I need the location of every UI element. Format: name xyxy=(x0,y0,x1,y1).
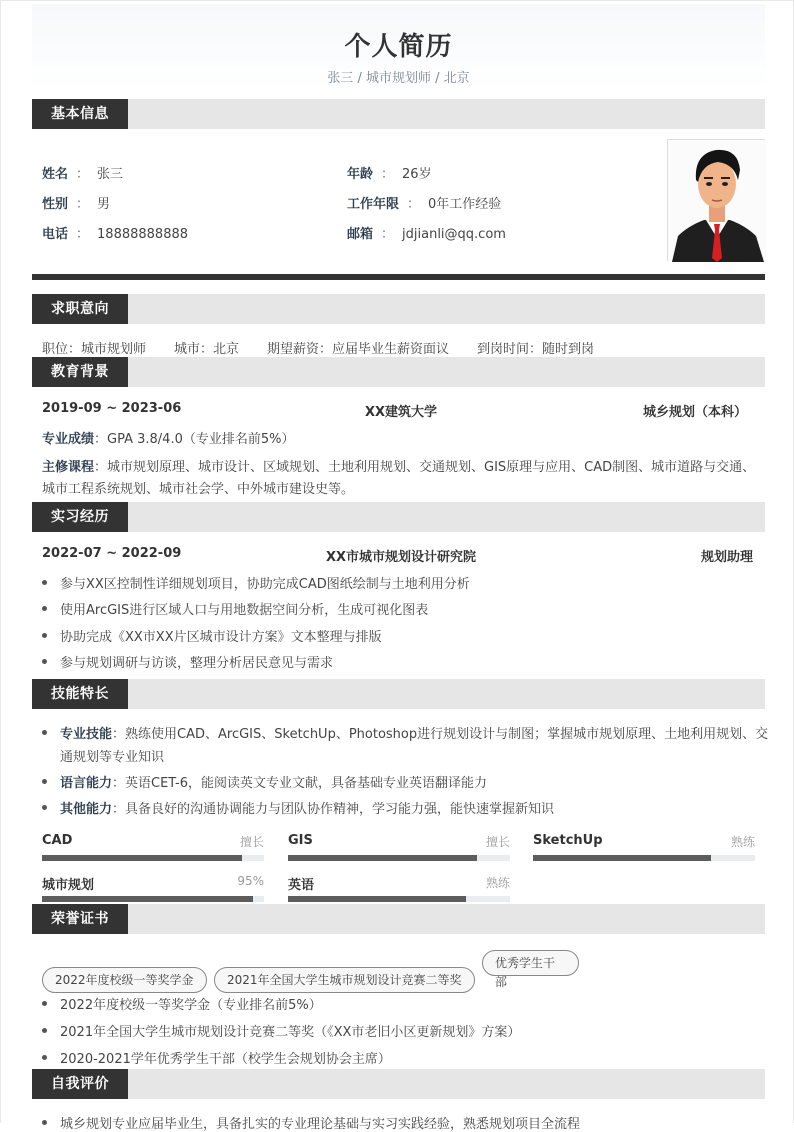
field-value: 张三 xyxy=(97,167,124,182)
field-value: 男 xyxy=(97,197,111,212)
list-item-text: 2021年全国大学生城市规划设计竞赛二等奖（《XX市老旧小区更新规划》方案） xyxy=(60,1025,521,1040)
field-phone xyxy=(42,223,188,242)
education-school: XX建筑大学 xyxy=(365,405,438,420)
field-label: 邮箱 xyxy=(347,227,374,242)
field-colon: ： xyxy=(76,167,90,182)
skill-category-label: 专业技能 xyxy=(60,727,113,742)
portrait-icon xyxy=(668,140,766,262)
education-courses-cont: 城市工程系统规划、城市社会学、中外城市建设史等。 xyxy=(42,482,355,497)
section-title: 技能特长 xyxy=(32,679,128,709)
section-header-internship xyxy=(32,502,765,532)
field-colon: ： xyxy=(76,227,90,242)
list-item xyxy=(42,626,382,645)
skill-track xyxy=(288,896,510,902)
field-gender xyxy=(42,193,110,212)
section-title: 基本信息 xyxy=(32,99,128,129)
list-item-text: 参与XX区控制性详细规划项目，协助完成CAD图纸绘制与土地利用分析 xyxy=(60,577,470,592)
skill-fill xyxy=(42,855,242,861)
list-item-text: 2020-2021学年优秀学生干部（校学生会规划协会主席） xyxy=(60,1052,391,1067)
field-colon: ： xyxy=(76,197,90,212)
honor-tag: 优秀学生干 xyxy=(482,950,579,976)
field-value: jdjianli@qq.com xyxy=(402,227,506,242)
honor-tag: 2022年度校级一等奖学金 xyxy=(42,967,207,993)
education-gpa xyxy=(42,428,294,447)
section-header-education xyxy=(32,357,765,387)
field-label: 工作年限 xyxy=(347,197,400,212)
education-period: 2019-09 ~ 2023-06 xyxy=(42,401,182,416)
field-label: 姓名 xyxy=(42,167,69,182)
skill-fill xyxy=(288,855,477,861)
skill-category-text: ：英语CET-6，能阅读英文专业文献，具备基础专业英语翻译能力 xyxy=(112,776,488,791)
intent-arrival: 到岗时间：随时到岗 xyxy=(477,342,595,357)
skill-level: 擅长 xyxy=(239,835,264,849)
gpa-label: 专业成绩 xyxy=(42,432,95,447)
skill-category-text-cont: 通规划等专业知识 xyxy=(60,750,165,765)
field-label: 电话 xyxy=(42,227,69,242)
list-item xyxy=(42,723,768,742)
section-divider xyxy=(32,274,765,280)
skill-fill xyxy=(42,896,253,902)
section-header-basic xyxy=(32,99,765,129)
list-item xyxy=(42,652,333,671)
skill-bar-sketchup xyxy=(533,833,755,873)
list-item-text: 2022年度校级一等奖学金（专业排名前5%） xyxy=(60,998,322,1013)
field-value: 26岁 xyxy=(402,167,432,182)
honor-tag-overflow: 部 xyxy=(495,975,508,989)
section-header-honors xyxy=(32,904,765,934)
resume-header xyxy=(32,4,765,89)
internship-role: 规划助理 xyxy=(700,550,753,565)
list-item xyxy=(42,1021,520,1040)
section-header-intent xyxy=(32,294,765,324)
intent-position: 职位：城市规划师 xyxy=(42,342,147,357)
skill-bar-gis xyxy=(288,833,510,873)
skill-name: 英语 xyxy=(288,878,315,893)
skill-fill xyxy=(288,896,466,902)
field-colon: ： xyxy=(407,197,421,212)
skill-name: CAD xyxy=(42,833,73,848)
skill-name: SketchUp xyxy=(533,833,603,848)
skill-category-label: 语言能力 xyxy=(60,776,113,791)
avatar xyxy=(667,139,765,261)
field-label: 年龄 xyxy=(347,167,374,182)
intent-city: 城市：北京 xyxy=(174,342,240,357)
section-title: 教育背景 xyxy=(32,357,128,387)
page-title: 个人简历 xyxy=(344,32,453,62)
gpa-value: ：GPA 3.8/4.0（专业排名前5%） xyxy=(94,432,295,447)
list-item-text: 协助完成《XX市XX片区城市设计方案》文本整理与排版 xyxy=(60,630,382,645)
list-item xyxy=(42,1048,391,1067)
section-title: 实习经历 xyxy=(32,502,128,532)
list-item xyxy=(42,599,428,618)
field-colon: ： xyxy=(381,227,395,242)
list-item xyxy=(42,1113,580,1132)
field-colon: ： xyxy=(381,167,395,182)
skill-track xyxy=(42,855,264,861)
section-title: 荣誉证书 xyxy=(32,904,128,934)
field-label: 性别 xyxy=(42,197,69,212)
skill-track xyxy=(288,855,510,861)
section-header-skills xyxy=(32,679,765,709)
page-subtitle: 张三 / 城市规划师 / 北京 xyxy=(327,71,470,86)
courses-value: ：城市规划原理、城市设计、区域规划、土地利用规划、交通规划、GIS原理与应用、CAD制图、城市道路与交通、 xyxy=(94,460,756,475)
field-name xyxy=(42,163,123,182)
skill-category-label: 其他能力 xyxy=(60,802,113,817)
list-item-text: 城乡规划专业应届毕业生，具备扎实的专业理论基础与实习实践经验，熟悉规划项目全流程 xyxy=(60,1117,581,1132)
field-age xyxy=(347,163,432,182)
section-title: 求职意向 xyxy=(32,294,128,324)
skill-level: 熟练 xyxy=(730,835,755,849)
education-courses xyxy=(42,456,755,475)
list-item xyxy=(42,994,322,1013)
section-header-self-eval xyxy=(32,1069,765,1099)
internship-period: 2022-07 ~ 2022-09 xyxy=(42,546,182,561)
education-major: 城乡规划（本科） xyxy=(642,405,747,420)
intent-salary: 期望薪资：应届毕业生薪资面议 xyxy=(267,342,450,357)
skill-track xyxy=(42,896,264,902)
field-value: 0年工作经验 xyxy=(428,197,502,212)
list-item xyxy=(42,798,554,817)
field-email xyxy=(347,223,506,242)
list-item xyxy=(42,573,470,592)
skill-category-text: ：具备良好的沟通协调能力与团队协作精神，学习能力强，能快速掌握新知识 xyxy=(112,802,555,817)
skill-bar-cad xyxy=(42,833,264,873)
skill-level: 擅长 xyxy=(485,835,510,849)
internship-company: XX市城市规划设计研究院 xyxy=(326,550,477,565)
skill-category-text: ：熟练使用CAD、ArcGIS、SketchUp、Photoshop进行规划设计与制图；掌握城市规划原理、土地利用规划、交 xyxy=(112,727,769,742)
skill-track xyxy=(533,855,755,861)
skill-level: 95% xyxy=(237,874,264,888)
list-item-text: 使用ArcGIS进行区域人口与用地数据空间分析，生成可视化图表 xyxy=(60,603,429,618)
section-title: 自我评价 xyxy=(32,1069,128,1099)
skill-name: GIS xyxy=(288,833,313,848)
list-item xyxy=(42,772,487,791)
skill-name: 城市规划 xyxy=(42,878,95,893)
skill-fill xyxy=(533,855,711,861)
field-value: 18888888888 xyxy=(97,227,189,242)
skill-level: 熟练 xyxy=(485,876,510,890)
list-item-text: 参与规划调研与访谈，整理分析居民意见与需求 xyxy=(60,656,334,671)
courses-label: 主修课程 xyxy=(42,460,95,475)
honor-tag: 2021年全国大学生城市规划设计竞赛二等奖 xyxy=(214,967,475,993)
field-work-years xyxy=(347,193,501,212)
